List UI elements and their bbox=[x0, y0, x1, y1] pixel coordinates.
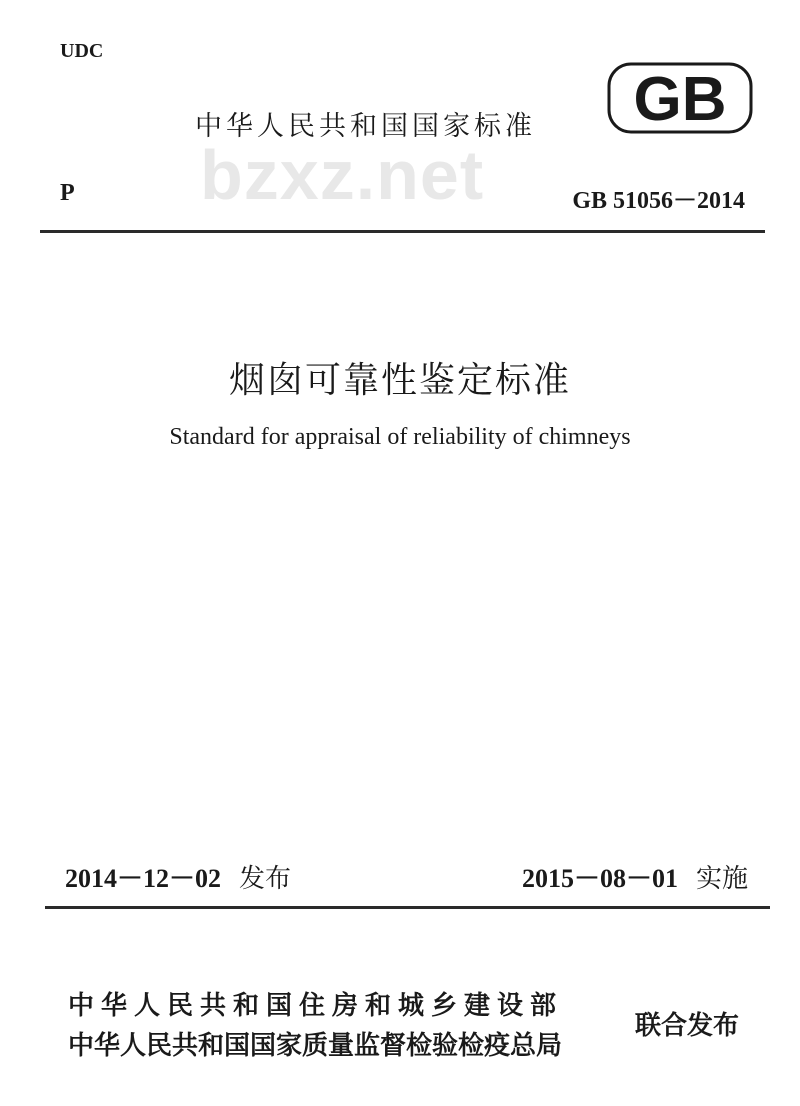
udc-label: UDC bbox=[60, 40, 104, 62]
standard-number: GB 51056－2014 bbox=[572, 188, 745, 214]
issue-date-line bbox=[65, 858, 291, 895]
issue-date: 2014－12－02 bbox=[65, 864, 222, 893]
watermark: bzxz.net bbox=[200, 136, 485, 214]
effective-label: 实施 bbox=[695, 864, 748, 894]
bottom-divider bbox=[45, 906, 770, 909]
classification-code: P bbox=[60, 180, 75, 206]
joint-issue-label: 联合发布 bbox=[635, 1011, 740, 1041]
effective-date-line bbox=[522, 858, 748, 895]
national-standard-heading: 中华人民共和国国家标准 bbox=[195, 111, 536, 142]
issuer-ministry-housing: 中华人民共和国住房和城乡建设部 bbox=[68, 991, 564, 1021]
effective-date: 2015－08－01 bbox=[521, 864, 678, 893]
document-title-chinese: 烟囱可靠性鉴定标准 bbox=[228, 360, 571, 401]
document-title-english: Standard for appraisal of reliability of chimneys bbox=[169, 424, 631, 450]
issuer-aqsiq: 中华人民共和国国家质量监督检验检疫总局 bbox=[68, 1031, 563, 1061]
gb-logo bbox=[607, 62, 753, 134]
top-divider bbox=[40, 230, 765, 233]
issue-label: 发布 bbox=[239, 864, 292, 894]
gb-logo-text: GB bbox=[633, 65, 727, 134]
